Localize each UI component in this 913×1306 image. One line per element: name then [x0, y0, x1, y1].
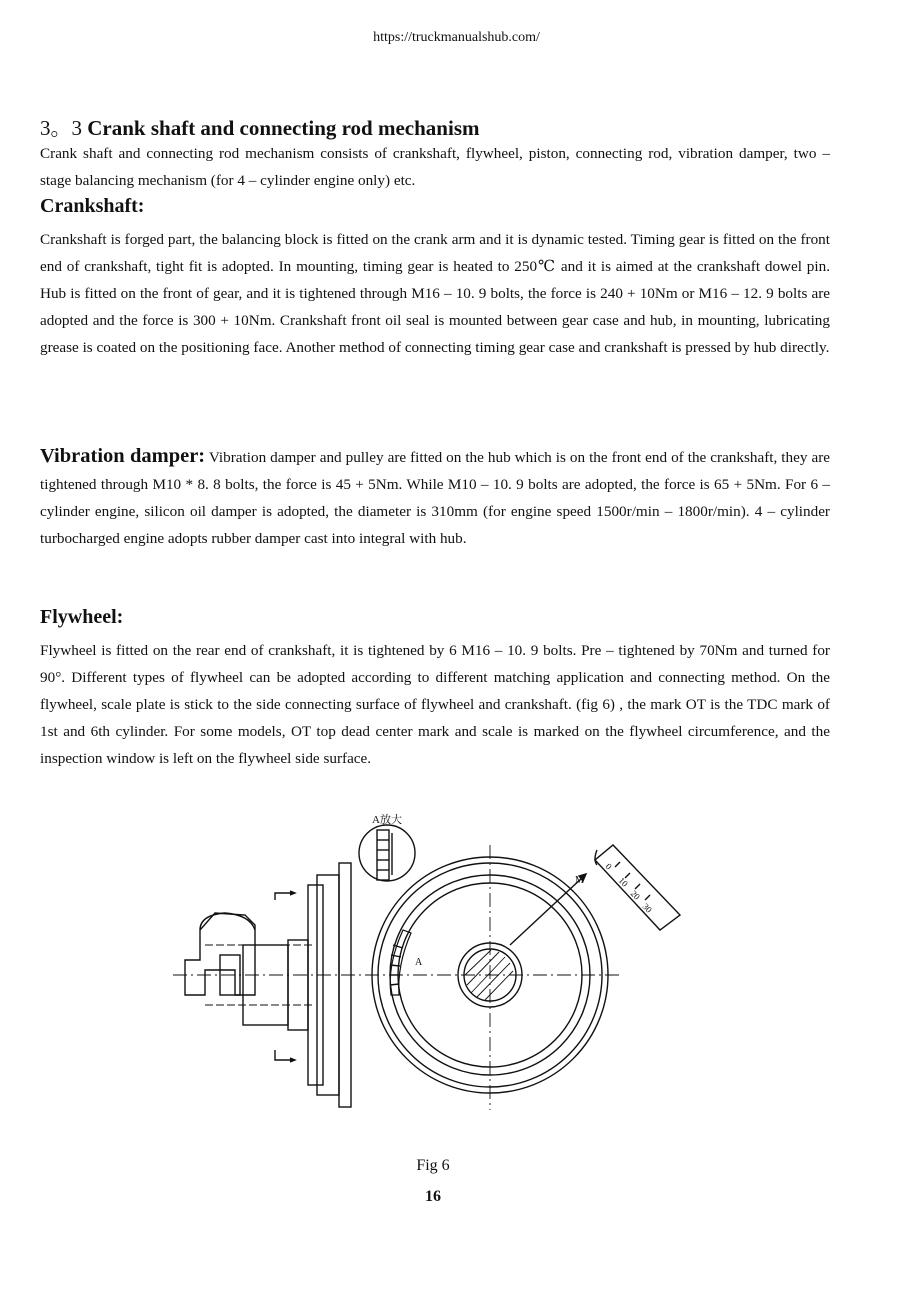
scale-tick-30: 30: [640, 901, 655, 915]
damper-paragraph: [40, 443, 830, 552]
label-a: A: [415, 957, 423, 968]
figure-caption: Fig 6: [416, 1157, 450, 1174]
scale-tick-10: 10: [616, 875, 631, 889]
detail-label: A放大: [372, 814, 402, 826]
damper-text: Vibration damper and pulley are fitted on the hub which is on the front end of the crankshaft, they are tightened through M10 * 8. 8 bolts, the force is 45 + 5Nm. While M10 – 10. 9 bolts are adopted, the force is 65 + 5Nm. For 6 – cylinder engine, silicon oil damper is adopted, the diameter is 310mm (for engine speed 1500r/min – 1800r/min). 4 – cylinder turbocharged engine adopts rubber damper cast into integral with hub.: [40, 449, 830, 547]
intro-paragraph: Crank shaft and connecting rod mechanism consists of crankshaft, flywheel, piston, connecting rod, vibration damper, two – stage balancing mechanism (for 4 – cylinder engine only) etc.: [40, 145, 830, 189]
scale-tick-0: 0: [603, 861, 614, 872]
label-m: M: [575, 875, 584, 886]
crankshaft-paragraph: Crankshaft is forged part, the balancing block is fitted on the crank arm and it is dynamic tested. Timing gear is fitted on the front end of crankshaft, tight fit is adopted. In mounting, timing gear is heated to 250℃ and it is aimed at the crankshaft dowel pin. Hub is fitted on the front of gear, and it is tightened through M16 – 10. 9 bolts, the force is 240 + 10Nm or M16 – 12. 9 bolts are adopted and the force is 300 + 10Nm. Crankshaft front oil seal is mounted between gear case and hub, in mounting, lubricating grease is coated on the positioning face. Another method of connecting timing gear case and crankshaft is pressed by hub directly.: [40, 231, 830, 356]
flywheel-paragraph: Flywheel is fitted on the rear end of crankshaft, it is tightened by 6 M16 – 10. 9 bolts. Pre – tightened by 70Nm and turned for 90°. Different types of flywheel can be adopted according to different matching application and connecting method. On the flywheel, scale plate is stick to the side connecting surface of flywheel and crankshaft. (fig 6) , the mark OT is the TDC mark of 1st and 6th cylinder. For some models, OT top dead center mark and scale is marked on the flywheel circumference, and the inspection window is left on the flywheel side surface.: [40, 642, 830, 767]
section-heading: [40, 112, 479, 142]
scale-plate-m: [595, 845, 680, 930]
page-header-url: https://truckmanualshub.com/: [373, 30, 540, 45]
section-title: Crank shaft and connecting rod mechanism: [87, 116, 480, 140]
scale-tick-20: 20: [628, 888, 643, 902]
flywheel-heading: Flywheel:: [40, 606, 124, 628]
flywheel-diagram: [165, 805, 705, 1125]
page-number: 16: [425, 1188, 441, 1205]
crankshaft-side-view: [185, 863, 351, 1107]
detail-a-magnified: [359, 825, 415, 881]
damper-heading: Vibration damper:: [40, 445, 206, 467]
section-number: 3。3: [40, 116, 82, 140]
crankshaft-heading: Crankshaft:: [40, 195, 145, 217]
